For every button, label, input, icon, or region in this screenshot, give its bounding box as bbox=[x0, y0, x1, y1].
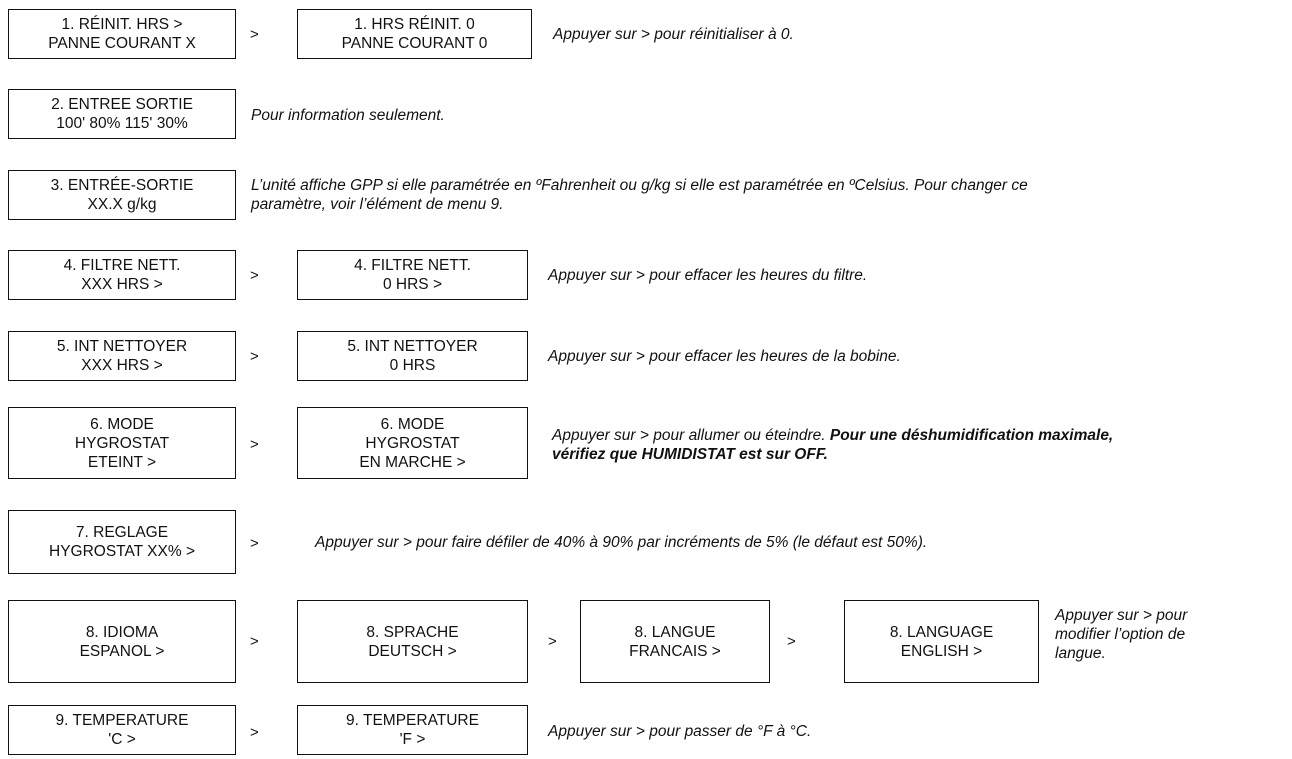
box-line: 1. HRS RÉINIT. 0 bbox=[354, 16, 475, 33]
menu-8-lang-es-box bbox=[8, 600, 236, 683]
menu-8-lang-fr-box bbox=[580, 600, 770, 683]
box-line: 2. ENTREE SORTIE bbox=[51, 96, 193, 113]
menu-6-hygrostat-off-box bbox=[8, 407, 236, 479]
menu-4-filter-reset-box bbox=[297, 250, 528, 300]
box-line: HYGROSTAT XX% > bbox=[49, 543, 195, 560]
box-line: HYGROSTAT bbox=[74, 434, 170, 452]
box-line: FRANCAIS > bbox=[629, 642, 721, 660]
menu-8-lang-en-box bbox=[844, 600, 1039, 683]
arrow: > bbox=[250, 633, 259, 650]
menu-2-input-output-box bbox=[8, 89, 236, 139]
description-line: modifier l’option de bbox=[1055, 626, 1186, 643]
box-line: 1. RÉINIT. HRS > bbox=[61, 16, 183, 33]
box-line: PANNE COURANT X bbox=[48, 35, 196, 52]
description: Appuyer sur > pour effacer les heures du filtre. bbox=[548, 267, 868, 284]
description-bold: Pour une déshumidification maximale, bbox=[829, 427, 1114, 444]
description: Appuyer sur > pour réinitialiser à 0. bbox=[553, 26, 794, 43]
box-line: 8. IDIOMA bbox=[85, 623, 159, 641]
description-line: Appuyer sur > pour bbox=[1055, 607, 1188, 624]
box-line: ESPANOL > bbox=[79, 642, 165, 660]
arrow: > bbox=[548, 633, 557, 650]
box-line: 0 HRS > bbox=[382, 276, 442, 293]
description: Appuyer sur > pour effacer les heures de la bobine. bbox=[548, 348, 901, 365]
box-line: 3. ENTRÉE-SORTIE bbox=[50, 177, 194, 194]
box-line: PANNE COURANT 0 bbox=[341, 35, 488, 52]
description-line: langue. bbox=[1055, 645, 1106, 662]
menu-3-input-output-gkg-box bbox=[8, 170, 236, 220]
menu-6-hygrostat-on-box bbox=[297, 407, 528, 479]
menu-1-reset-hours-box bbox=[8, 9, 236, 59]
box-line: 5. INT NETTOYER bbox=[56, 338, 188, 355]
box-line: ETEINT > bbox=[87, 453, 157, 471]
box-line: 7. REGLAGE bbox=[75, 524, 169, 541]
description-text: Appuyer sur > pour allumer ou éteindre. bbox=[552, 427, 830, 444]
box-line: 9. TEMPERATURE bbox=[346, 712, 479, 729]
box-line: DEUTSCH > bbox=[368, 642, 457, 660]
box-line: 6. MODE bbox=[90, 415, 154, 433]
arrow: > bbox=[250, 26, 259, 43]
box-line: 4. FILTRE NETT. bbox=[63, 257, 181, 274]
box-line: XXX HRS > bbox=[81, 276, 163, 293]
box-line: 0 HRS bbox=[389, 357, 436, 374]
menu-5-coil-reset-box bbox=[297, 331, 528, 381]
menu-5-coil-clean-box bbox=[8, 331, 236, 381]
box-line: HYGROSTAT bbox=[365, 434, 460, 452]
box-line: 4. FILTRE NETT. bbox=[354, 257, 471, 274]
arrow: > bbox=[250, 724, 259, 741]
box-line: 'C > bbox=[108, 731, 136, 748]
description: Appuyer sur > pour faire défiler de 40% à 90% par incréments de 5% (le défaut est 50%). bbox=[315, 534, 928, 551]
box-line: ENGLISH > bbox=[900, 642, 983, 660]
menu-4-filter-clean-box bbox=[8, 250, 236, 300]
box-line: 8. LANGUAGE bbox=[889, 623, 994, 641]
box-line: 8. LANGUE bbox=[634, 623, 716, 641]
arrow: > bbox=[250, 535, 259, 552]
description bbox=[1055, 606, 1187, 663]
description: Pour information seulement. bbox=[251, 107, 445, 124]
box-line: EN MARCHE > bbox=[359, 453, 466, 471]
description bbox=[251, 176, 1028, 214]
arrow: > bbox=[250, 436, 259, 453]
menu-1-reset-done-box bbox=[297, 9, 532, 59]
description-line: paramètre, voir l’élément de menu 9. bbox=[251, 196, 504, 213]
description: Appuyer sur > pour passer de °F à °C. bbox=[548, 723, 812, 740]
box-line: 6. MODE bbox=[380, 415, 445, 433]
description bbox=[552, 426, 1113, 464]
box-line: 9. TEMPERATURE bbox=[55, 712, 189, 729]
menu-9-temp-f-box bbox=[297, 705, 528, 755]
box-line: 100' 80% 115' 30% bbox=[56, 115, 188, 132]
description-bold: vérifiez que HUMIDISTAT est sur OFF. bbox=[552, 446, 828, 463]
box-line: 8. SPRACHE bbox=[366, 623, 459, 641]
menu-8-lang-de-box bbox=[297, 600, 528, 683]
box-line: XX.X g/kg bbox=[87, 196, 157, 213]
arrow: > bbox=[787, 633, 796, 650]
menu-7-hygrostat-setting-box bbox=[8, 510, 236, 574]
description-line: L’unité affiche GPP si elle paramétrée en ºFahrenheit ou g/kg si elle est paramétrée en ºCelsius. Pour changer ce bbox=[251, 177, 1028, 194]
menu-9-temp-c-box bbox=[8, 705, 236, 755]
box-line: XXX HRS > bbox=[81, 357, 163, 374]
box-line: 5. INT NETTOYER bbox=[347, 338, 478, 355]
arrow: > bbox=[250, 348, 259, 365]
arrow: > bbox=[250, 267, 259, 284]
box-line: 'F > bbox=[399, 731, 426, 748]
